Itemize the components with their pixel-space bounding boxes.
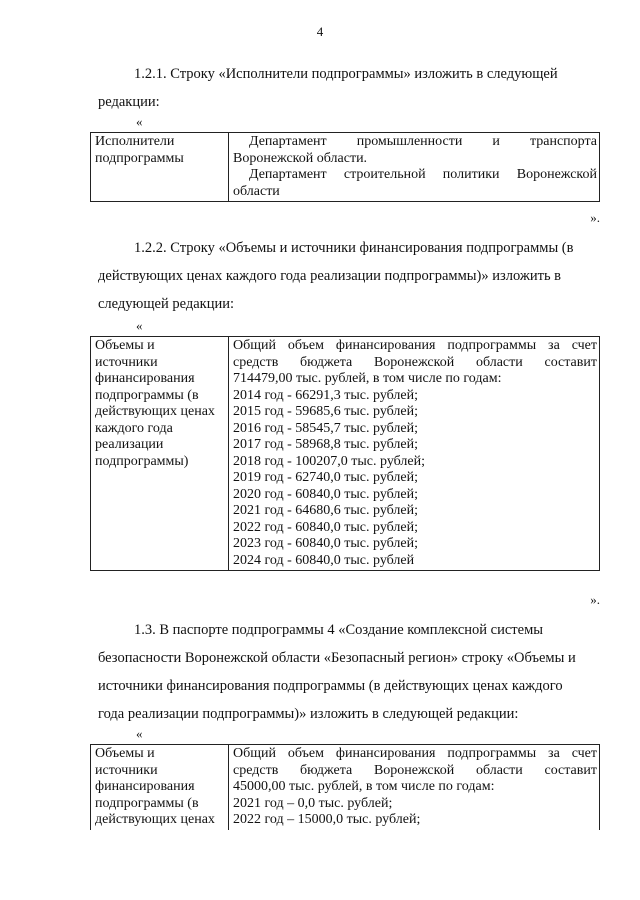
quote-close: ». [590, 210, 600, 225]
paragraph-line: безопасности Воронежской области «Безопасный регион» строку «Объемы и [98, 650, 576, 666]
paragraph-line: редакции: [98, 94, 160, 110]
financing-table-security [90, 744, 600, 830]
financing-table-security-clip [90, 744, 602, 830]
label-line: Объемы и [95, 338, 155, 353]
year-line: 2020 год - 60840,0 тыс. рублей; [233, 486, 419, 502]
intro-line: средств бюджета Воронежской области составит [233, 354, 597, 370]
quote-open: « [136, 114, 143, 129]
year-line: 2014 год - 66291,3 тыс. рублей; [233, 387, 419, 403]
label-line: действующих ценах [95, 404, 215, 419]
paragraph-1-3 [98, 616, 600, 728]
label-line: действующих ценах [95, 812, 215, 827]
value-line: Воронежской области. [233, 150, 368, 166]
table-row [91, 133, 600, 202]
year-line: 2024 год - 60840,0 тыс. рублей [233, 552, 415, 568]
label-line: подпрограммы (в [95, 387, 199, 403]
paragraph-line: 1.3. В паспорте подпрограммы 4 «Создание комплексной системы [134, 622, 543, 638]
paragraph-1-2-1 [98, 60, 600, 116]
executors-table [90, 132, 600, 202]
quote-open: « [136, 726, 143, 741]
year-line: 2018 год - 100207,0 тыс. рублей; [233, 453, 426, 469]
value-line: Департамент строительной политики Воронежской [249, 167, 597, 182]
table-value-cell [229, 133, 600, 202]
paragraph-line: 1.2.2. Строку «Объемы и источники финансирования подпрограммы (в [134, 240, 574, 256]
paragraph-line: источники финансирования подпрограммы (в действующих ценах каждого [98, 678, 563, 694]
intro-line: Общий объем финансирования подпрограммы за счет [233, 746, 597, 761]
year-line: 2023 год - 60840,0 тыс. рублей; [233, 536, 419, 551]
paragraph-line: действующих ценах каждого года реализации подпрограммы)» изложить в [98, 268, 562, 284]
year-line: 2017 год - 58968,8 тыс. рублей; [233, 437, 419, 452]
year-line: 2022 год – 15000,0 тыс. рублей; [233, 812, 421, 827]
year-line: 2021 год - 64680,6 тыс. рублей; [233, 503, 419, 518]
quote-open: « [136, 318, 143, 333]
label-line: Объемы и [95, 746, 155, 761]
intro-line: Общий объем финансирования подпрограммы за счет [233, 338, 597, 353]
label-line: реализации [95, 437, 164, 452]
table-label-cell [91, 337, 229, 571]
financing-table-subprogram [90, 336, 600, 571]
label-line: источники [95, 762, 158, 778]
year-line: 2019 год - 62740,0 тыс. рублей; [233, 470, 419, 485]
table-value-cell [229, 745, 600, 831]
intro-line: 714479,00 тыс. рублей, в том числе по годам: [233, 371, 502, 386]
label-text: Исполнители подпрограммы [95, 134, 184, 166]
intro-line: средств бюджета Воронежской области составит [233, 762, 597, 778]
label-line: подпрограммы (в [95, 795, 199, 811]
label-line: каждого года [95, 420, 173, 436]
page-number: 4 [316, 24, 324, 39]
paragraph-1-2-2 [98, 234, 600, 318]
year-line: 2021 год – 0,0 тыс. рублей; [233, 795, 393, 811]
table-label-cell [91, 133, 229, 202]
table-row [91, 745, 600, 831]
quote-close: ». [590, 592, 600, 607]
year-line: 2022 год - 60840,0 тыс. рублей; [233, 519, 419, 535]
year-line: 2015 год - 59685,6 тыс. рублей; [233, 404, 419, 419]
table-row [91, 337, 600, 571]
label-line: источники [95, 354, 158, 370]
intro-line: 45000,00 тыс. рублей, в том числе по годам: [233, 779, 495, 794]
year-line: 2016 год - 58545,7 тыс. рублей; [233, 420, 419, 436]
paragraph-line: следующей редакции: [98, 296, 235, 312]
table-value-cell [229, 337, 600, 571]
label-line: финансирования [95, 371, 195, 386]
table-label-cell [91, 745, 229, 831]
paragraph-line: года реализации подпрограммы)» изложить в следующей редакции: [98, 706, 519, 722]
value-line: Департамент промышленности и транспорта [249, 134, 597, 149]
label-line: подпрограммы) [95, 453, 189, 469]
label-line: финансирования [95, 779, 195, 794]
value-line: области [233, 183, 280, 199]
paragraph-line: 1.2.1. Строку «Исполнители подпрограммы» изложить в следующей [134, 66, 558, 82]
